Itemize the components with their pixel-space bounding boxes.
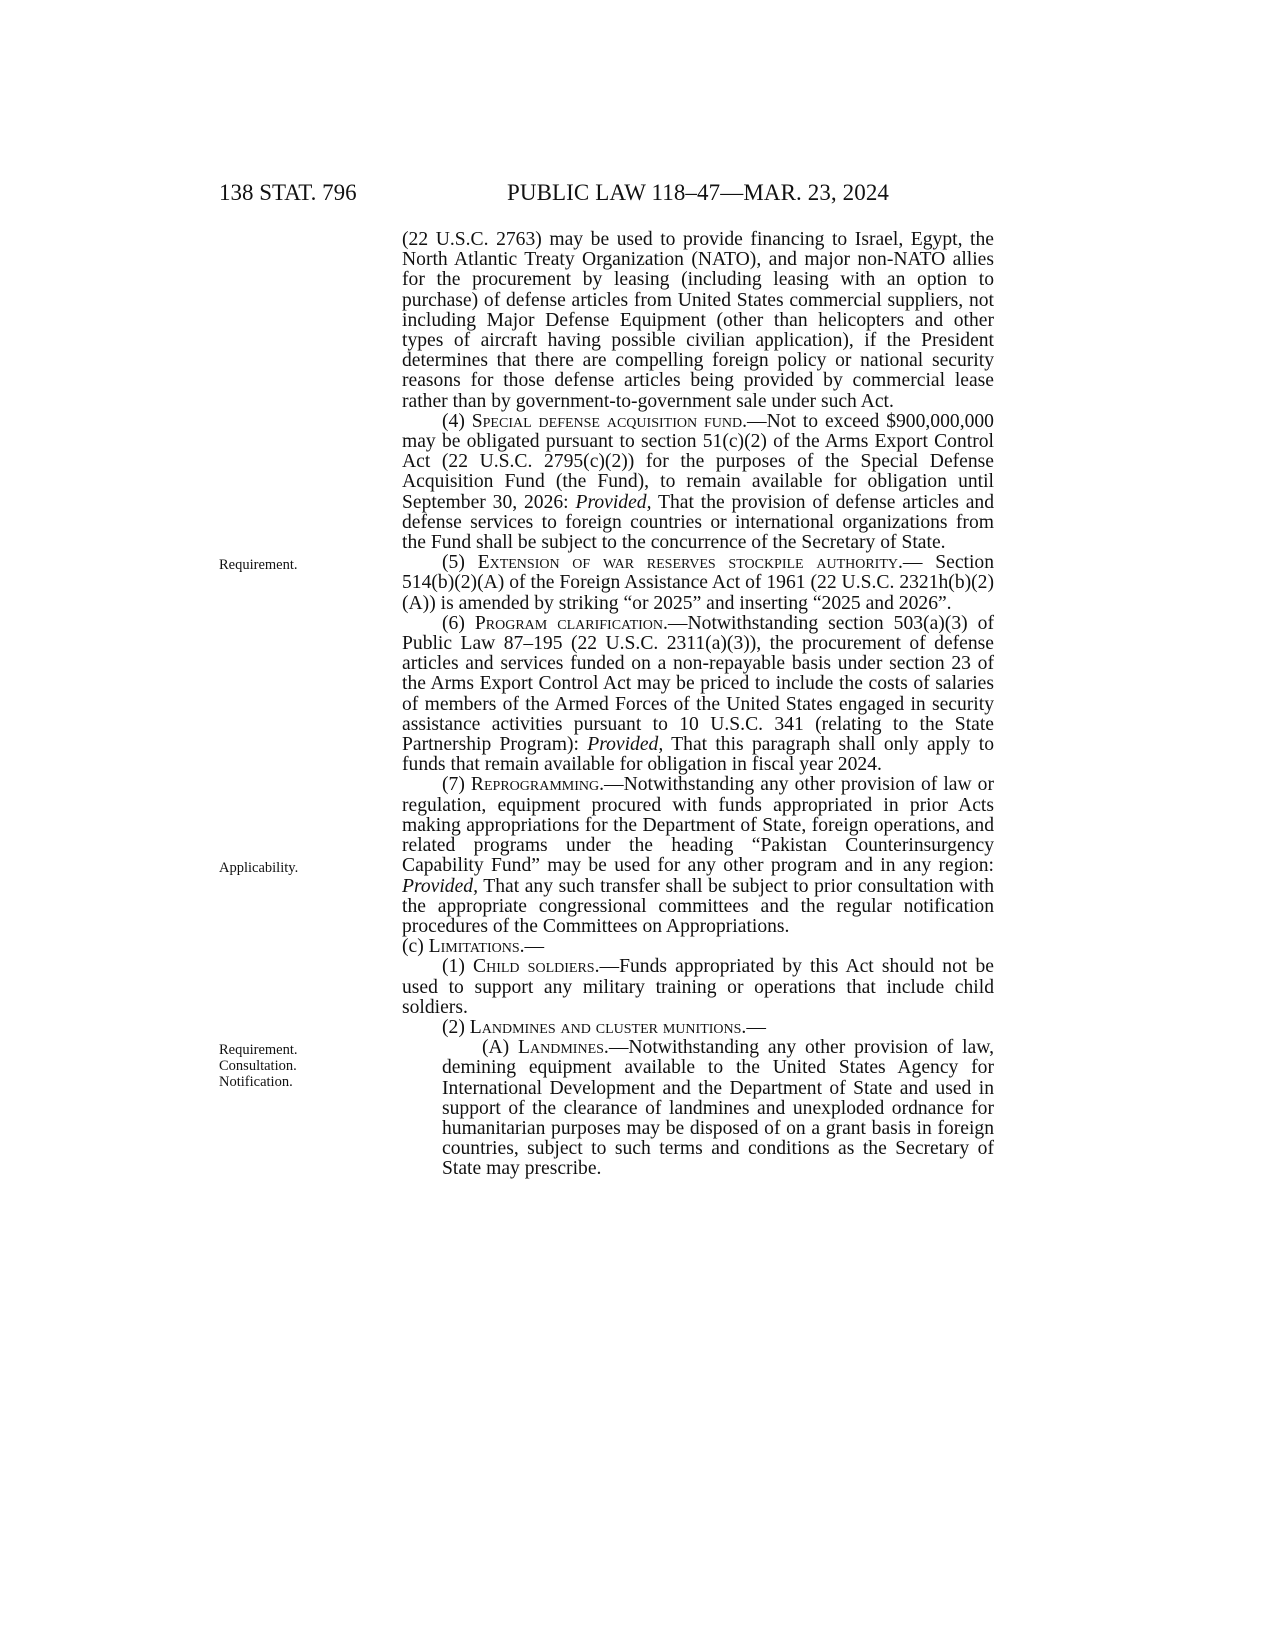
subsection-heading: Limitations. [428, 936, 525, 958]
paragraph-heading: Program clarification. [474, 612, 668, 634]
subparagraph-heading: Landmines. [518, 1037, 609, 1059]
paragraph-text: That this paragraph shall only apply to funds that remain available for obligation in fiscal year 2024. [402, 734, 994, 776]
paragraph-dash: — [746, 1016, 766, 1038]
margin-note-applicability: Applicability. [219, 860, 299, 876]
margin-note-requirement: Requirement. [219, 557, 298, 573]
paragraph-heading: Landmines and cluster munitions. [469, 1016, 747, 1038]
paragraph-text: —Not to exceed $900,000,000 may be obligated pursuant to section 51(c)(2) of the Arms Export Control Act (22 U.S.C. 2795(c)(2)) for the purposes of the Special Defense Acquisition Fund (the Fund), to remain available for obligation until September 30, 2026: [402, 410, 994, 513]
paragraph-number: (2) [442, 1016, 465, 1038]
paragraph-text: That the provision of defense articles and defense services to foreign countries or international organizations from the Fund shall be subject to the concurrence of the Secretary of State. [402, 491, 994, 554]
paragraph-7 [402, 775, 994, 937]
paragraph-text: — Section 514(b)(2)(A) of the Foreign Assistance Act of 1961 (22 U.S.C. 2321h(b)(2)(A)) is amended by striking “or 2025” and inserting “2025 and 2026”. [402, 552, 995, 614]
paragraph-number: (4) [442, 410, 465, 432]
subparagraph-A [442, 1038, 994, 1179]
margin-note-requirement-2: Requirement. [219, 1042, 298, 1058]
body-text [402, 230, 994, 1180]
paragraph-heading: Child soldiers. [473, 956, 600, 978]
running-head: PUBLIC LAW 118–47—MAR. 23, 2024 [506, 180, 890, 205]
paragraph-heading: Extension of war reserves stockpile authority. [477, 552, 903, 574]
subparagraph-number: (A) [482, 1037, 510, 1059]
margin-note-consultation: Consultation. [219, 1058, 297, 1074]
paragraph-number: (5) [442, 552, 465, 574]
paragraph-6 [402, 614, 994, 776]
paragraph-heading: Reprogramming. [470, 774, 604, 796]
paragraph-number: (1) [442, 956, 465, 978]
paragraph-text: —Notwithstanding section 503(a)(3) of Public Law 87–195 (22 U.S.C. 2311(a)(3)), the procurement of defense articles and services funded on a non-repayable basis under section 23 of the Arms Export Control Act may be priced to include the costs of salaries of members of the Armed Forces of the United States engaged in security assistance activities pursuant to 10 U.S.C. 341 (relating to the State Partnership Program): [402, 612, 994, 756]
paragraph-c2 [402, 1018, 994, 1038]
paragraph-number: (7) [442, 774, 465, 796]
provided-term: Provided, [402, 875, 478, 897]
subsection-c [402, 937, 994, 957]
paragraph-text: —Funds appropriated by this Act should not be used to support any military training or operations that include child soldiers. [402, 956, 994, 1018]
margin-note-notification: Notification. [219, 1074, 293, 1090]
paragraph-heading: Special defense acquisition fund. [471, 410, 747, 432]
paragraph-c1 [402, 957, 994, 1018]
paragraph-4 [402, 412, 994, 553]
paragraph-text: That any such transfer shall be subject to prior consultation with the appropriate congressional committees and the regular notification procedures of the Committees on Appropriations. [402, 875, 994, 937]
provided-term: Provided, [575, 491, 652, 513]
paragraph-continued: (22 U.S.C. 2763) may be used to provide financing to Israel, Egypt, the North Atlantic Treaty Organization (NATO), and major non-NATO allies for the procurement by leasing (including leasing with an option to purchase) of defense articles from United States commercial suppliers, not including Major Defense Equipment (other than helicopters and other types of aircraft having possible civilian application), if the President determines that there are compelling foreign policy or national security reasons for those defense articles being provided by commercial lease rather than by government-to-government sale under such Act. [402, 229, 994, 412]
subsection-number: (c) [402, 936, 424, 958]
paragraph-text: —Notwithstanding any other provision of law or regulation, equipment procured with funds appropriated in prior Acts making appropriations for the Department of State, foreign operations, and related programs under the heading “Pakistan Counterinsurgency Capability Fund” may be used for any other program and in any region: [402, 774, 994, 877]
provided-term: Provided, [587, 734, 664, 756]
subsection-dash: — [524, 936, 545, 958]
margin-note-group [219, 1042, 298, 1090]
paragraph-number: (6) [442, 612, 465, 634]
subparagraph-text: —Notwithstanding any other provision of law, demining equipment available to the United States Agency for International Development and the Department of State and used in support of the clearance of landmines and unexploded ordnance for humanitarian purposes may be disposed of on a grant basis in foreign countries, subject to such terms and conditions as the Secretary of State may prescribe. [442, 1037, 994, 1180]
paragraph-5 [402, 553, 994, 614]
page-number: 138 STAT. 796 [219, 180, 357, 205]
